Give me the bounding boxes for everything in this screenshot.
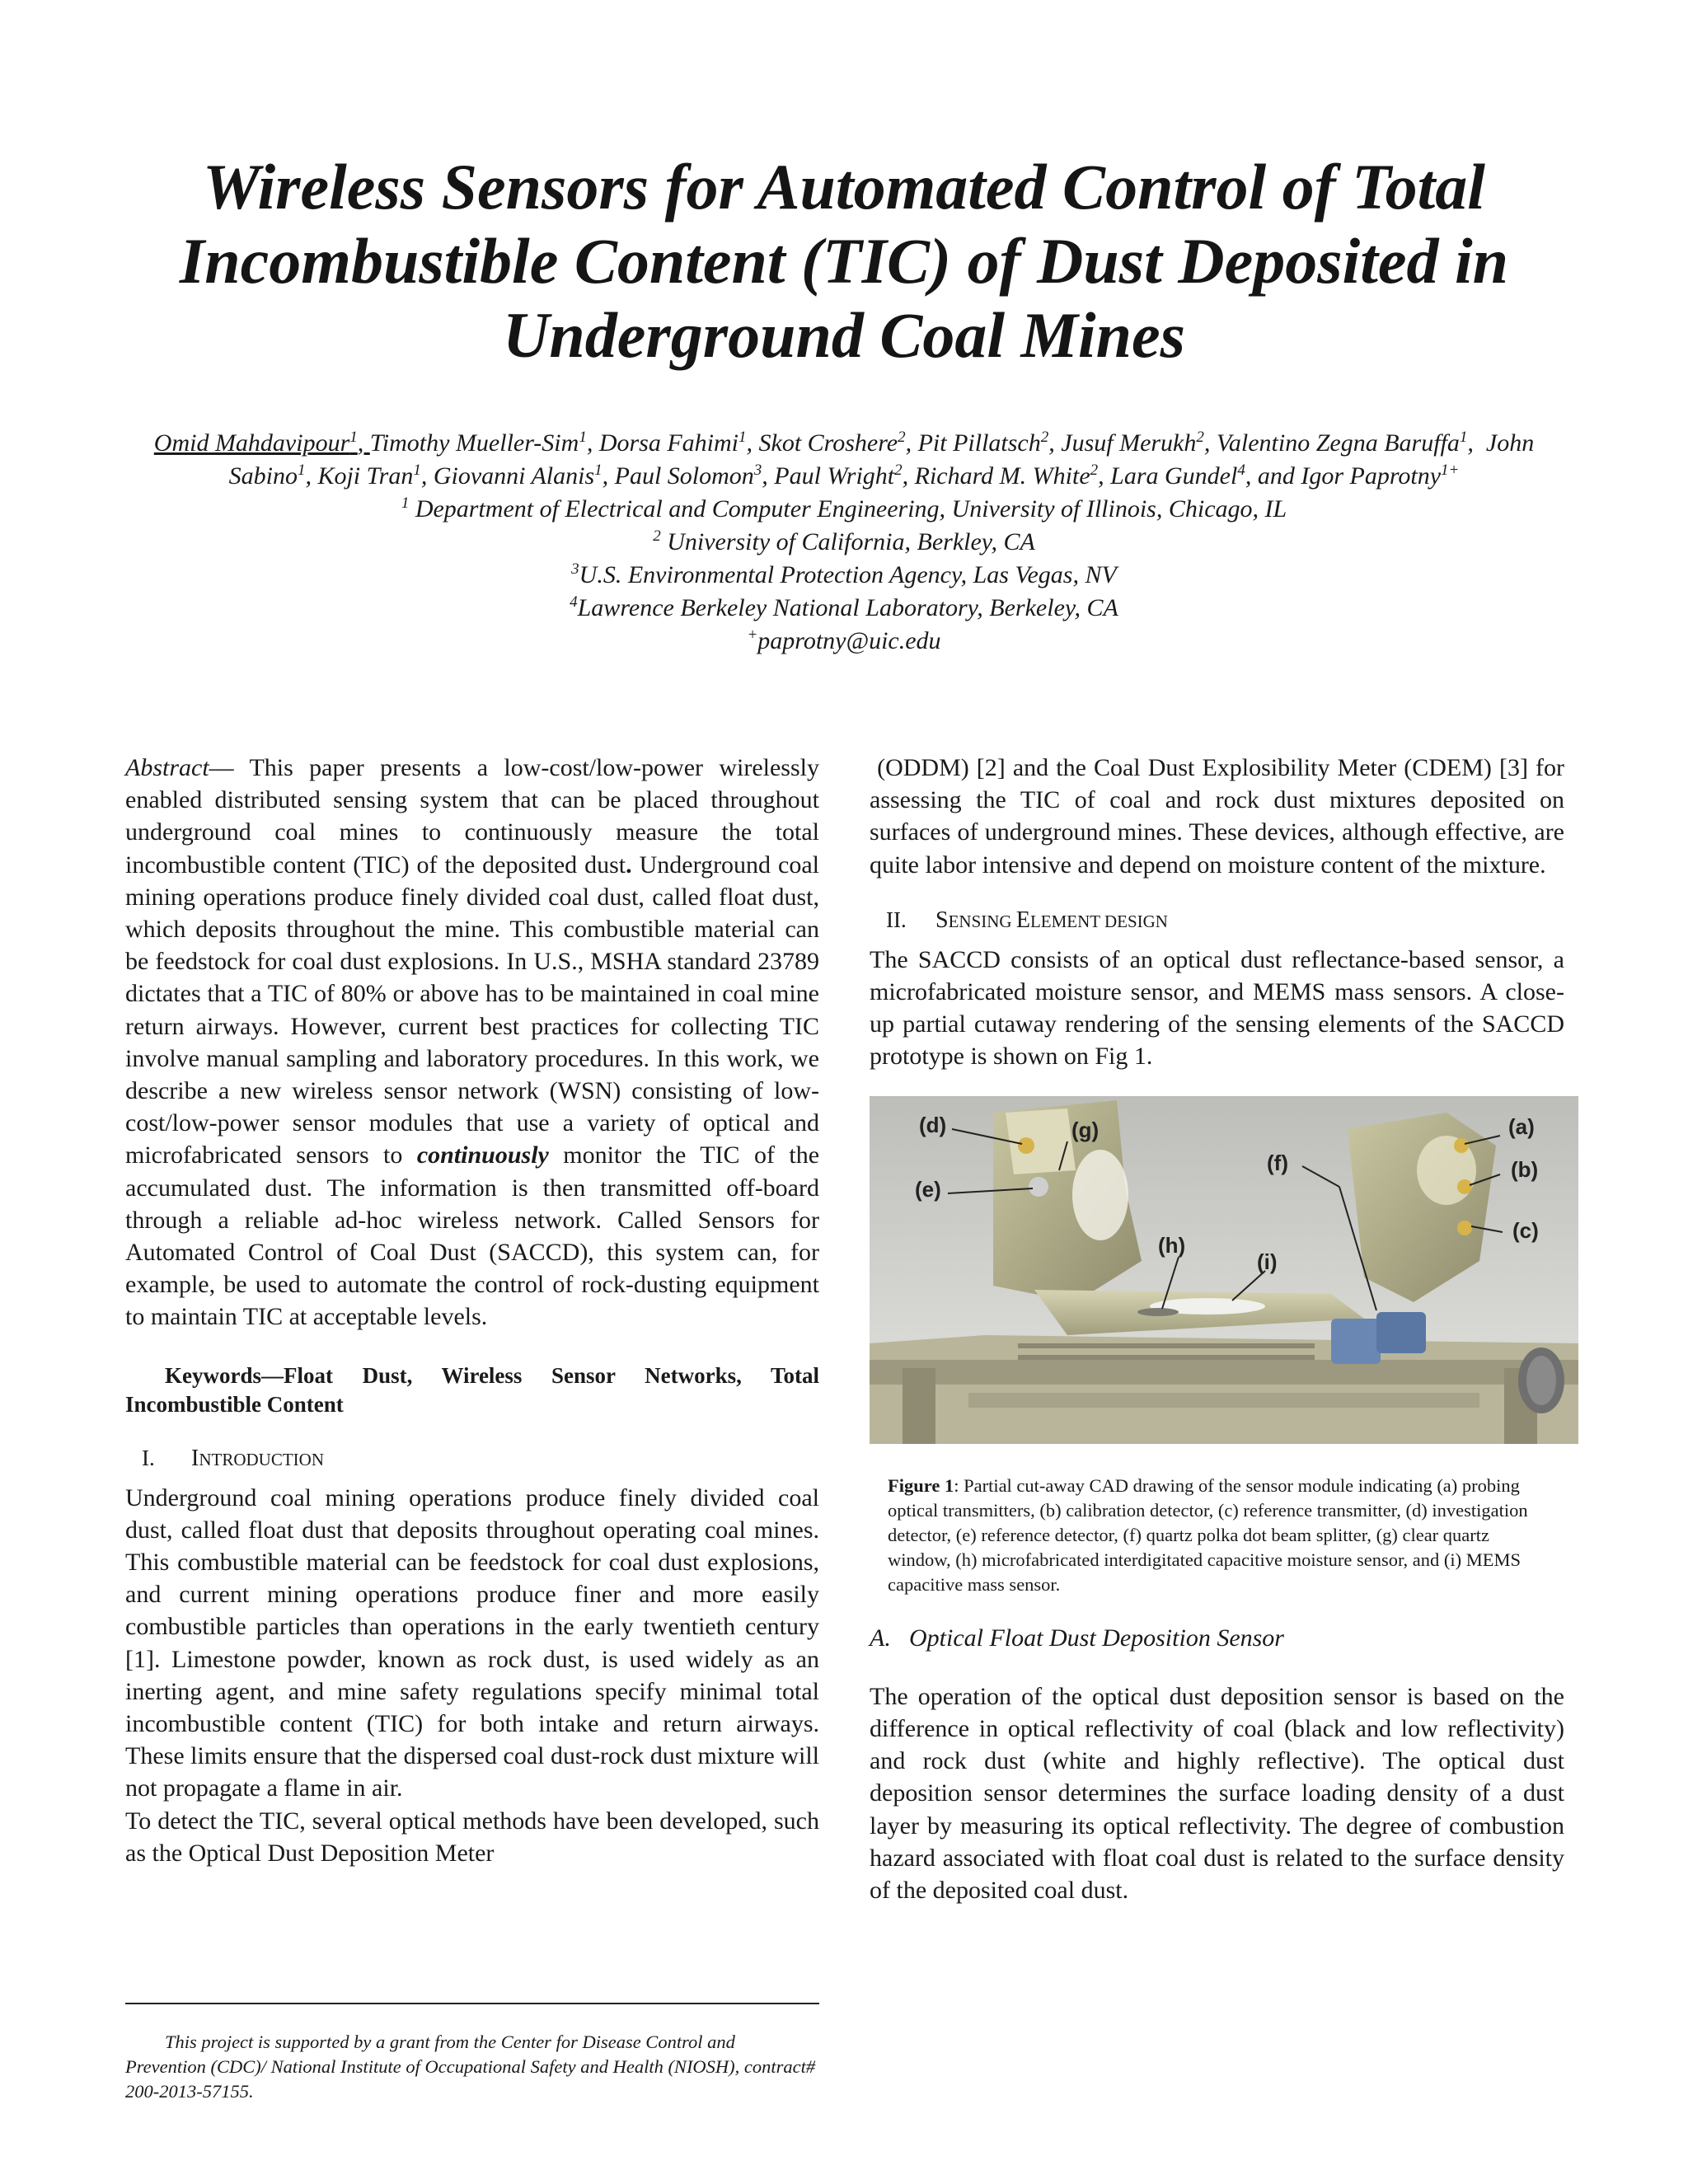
- figure-caption: Figure 1: Partial cut-away CAD drawing of the sensor module indicating (a) probing optical transmitters, (b) calibration detector, (c) reference transmitter, (d) investigation detector, (e) reference detector, (f) quartz polka dot beam splitter, (g) clear quartz window, (h) microfabricated interdigitated capacitive moisture sensor, and (i) MEMS capacitive mass sensor.: [888, 1474, 1528, 1595]
- intro-paragraph-continued: (ODDM) [2] and the Coal Dust Explosibility Meter (CDEM) [3] for assessing the TIC of coal and rock dust mixtures deposited on surfaces of underground mines. These devices, although effective, are quite labor intensive and depend on moisture content of the mixture.: [870, 754, 1564, 879]
- author-name: Lara Gundel: [1110, 462, 1238, 490]
- label-c: (c): [1512, 1217, 1539, 1243]
- label-h: (h): [1158, 1232, 1186, 1258]
- author-name: Igor Paprotny: [1301, 462, 1442, 490]
- cad-drawing: [870, 1096, 1578, 1444]
- author-name: Skot Croshere: [758, 429, 898, 457]
- subsection-heading-optical-sensor: A. Optical Float Dust Deposition Sensor: [870, 1624, 1284, 1652]
- author-name: Omid Mahdavipour$^1$,: [153, 429, 370, 457]
- author-name: Giovanni Alanis: [433, 462, 595, 490]
- author-name: Koji Tran: [317, 462, 414, 490]
- author-block: [124, 427, 1564, 658]
- paper-title: Wireless Sensors for Automated Control of Total Incombustible Content (TIC) of Dust Deposited in Underground Coal Mines: [179, 151, 1509, 371]
- right-column: [870, 752, 1564, 1906]
- author-name: Dorsa Fahimi: [598, 429, 738, 457]
- author-name: John Sabino: [228, 429, 1535, 490]
- keywords: Keywords—Float Dust, Wireless Sensor Networks, Total Incombustible Content: [125, 1362, 819, 1417]
- label-e: (e): [915, 1176, 941, 1202]
- intro-paragraph: To detect the TIC, several optical methods have been developed, such as the Optical Dust Deposition Meter: [125, 1807, 819, 1867]
- optical-sensor-paragraph: The operation of the optical dust deposition sensor is based on the difference in optical reflectivity of coal (black and low reflectivity) and rock dust (white and highly reflective). The optical dust deposition sensor determines the surface loading density of a dust layer by measuring its optical reflectivity. The degree of combustion hazard associated with float coal dust is related to the surface density of the deposited coal dust.: [870, 1682, 1564, 1905]
- author-list: Omid Mahdavipour$^1$, Timothy Mueller-Sim$^1$, Dorsa Fahimi$^1$, Skot Croshere$^2$, Pit Pillatsch$^2$, Jusuf Merukh$^2$, Valentino Zegna Baruffa$^1$, John Sabino$^1$, Koji Tran$^1$, Giovanni Alanis$^1$, Paul Solomon$^3$, Paul Wright$^2$, Richard M. White$^2$, Lara Gundel$^4$, and Igor Paprotny$^{1+}$: [153, 429, 1535, 490]
- label-b: (b): [1511, 1156, 1539, 1182]
- figure-1-cad-rendering: [870, 1096, 1578, 1444]
- author-name: Paul Wright: [774, 462, 895, 490]
- sensing-paragraph: The SACCD consists of an optical dust reflectance-based sensor, a microfabricated moisture sensor, and MEMS mass sensors. A close-up partial cutaway rendering of the sensing elements of the SACCD prototype is shown on Fig 1.: [870, 945, 1564, 1071]
- author-name: Paul Solomon: [614, 462, 754, 490]
- section-heading-sensing-element: II. SENSING ELEMENT DESIGN: [886, 907, 1168, 933]
- affiliation: $^1$ Department of Electrical and Computer Engineering, University of Illinois, Chicago, IL: [401, 494, 1287, 523]
- footnote: This project is supported by a grant from the Center for Disease Control and Prevention (CDC)/ National Institute of Occupational Safety and Health (NIOSH), contract# 200-2013-57155.: [125, 2031, 816, 2102]
- author-name: Pit Pillatsch: [917, 429, 1041, 457]
- author-name: Timothy Mueller-Sim: [369, 429, 579, 457]
- abstract: Abstract— This paper presents a low-cost/low-power wirelessly enabled distributed sensing system that can be placed throughout underground coal mines to continuously measure the total incombustible content (TIC) of the deposited dust. Underground coal mining operations produce finely divided coal dust, called float dust, which deposits throughout the mine. This combustible material can be feedstock for coal dust explosions. In U.S., MSHA standard 23789 dictates that a TIC of 80% or above has to be maintained in coal mine return airways. However, current best practices for collecting TIC involve manual sampling and laboratory procedures. In this work, we describe a new wireless sensor network (WSN) consisting of low-cost/low-power sensor modules that use a variety of optical and microfabricated sensors to continuously monitor the TIC of the accumulated dust. The information is then transmitted off-board through a reliable ad-hoc wireless network. Called Sensors for Automated Control of Coal Dust (SACCD), this system can, for example, be used to automate the control of rock-dusting equipment to maintain TIC at acceptable levels.: [125, 754, 820, 1331]
- label-a: (a): [1508, 1113, 1535, 1139]
- footnote-divider: [125, 2003, 819, 2004]
- label-d: (d): [919, 1112, 947, 1137]
- author-name: Richard M. White: [914, 462, 1090, 490]
- author-name: Valentino Zegna Baruffa: [1216, 429, 1460, 457]
- label-g: (g): [1071, 1117, 1100, 1142]
- label-i: (i): [1257, 1249, 1278, 1274]
- section-heading-introduction: I. INTRODUCTION: [142, 1445, 324, 1471]
- label-f: (f): [1267, 1150, 1288, 1175]
- intro-paragraph: Underground coal mining operations produce finely divided coal dust, called float dust that deposits throughout operating coal mines. This combustible material can be feedstock for coal dust explosions, and current mining operations produce finer and more easily combustible particles than operations in the early twentieth century [1]. Limestone powder, known as rock dust, is used widely as an inerting agent, and mine safety regulations specify minimal total incombustible content (TIC) for both intake and return airways. These limits ensure that the dispersed coal dust-rock dust mixture will not propagate a flame in air.: [125, 1483, 819, 1802]
- affiliation: $^2$ University of California, Berkley, CA: [653, 527, 1035, 555]
- author-name: Jusuf Merukh: [1061, 429, 1197, 457]
- affiliation: $^4$Lawrence Berkeley National Laboratory, Berkeley, CA: [570, 593, 1118, 621]
- affiliation: $^3$U.S. Environmental Protection Agency, Las Vegas, NV: [571, 560, 1117, 588]
- contact-email[interactable]: +paprotny@uic.edu: [747, 626, 941, 654]
- left-column: [125, 752, 819, 1869]
